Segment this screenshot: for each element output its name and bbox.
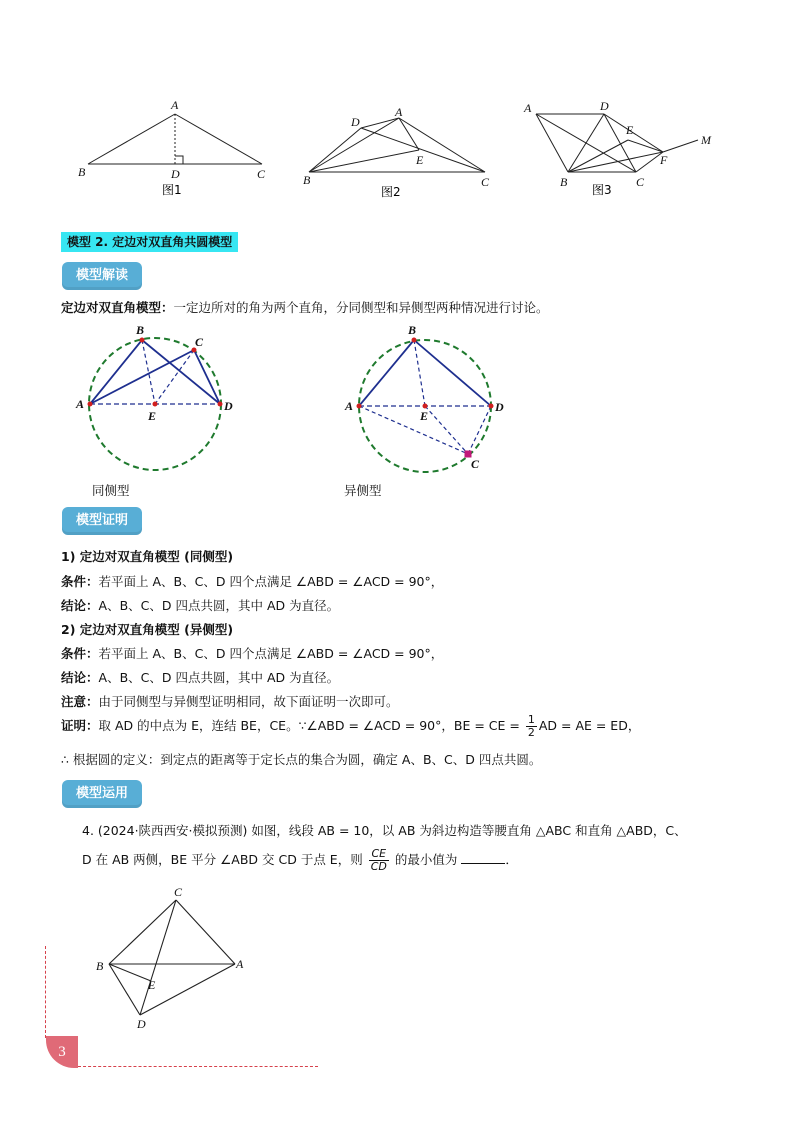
fig3-label-f: F (660, 153, 668, 167)
proof-conclusion-1 (61, 597, 339, 615)
proof-heading-opposite-side: 2) 定边对双直角模型 (异侧型) (61, 622, 234, 637)
conclusion-label: 结论： (61, 598, 99, 613)
opposite-side-label-b: B (408, 323, 417, 337)
condition-text: 若平面上 A、B、C、D 四个点满足 ∠ABD = ∠ACD = 90°， (98, 646, 444, 661)
circle-figure-same-side (66, 322, 246, 482)
condition-text: 若平面上 A、B、C、D 四个点满足 ∠ABD = ∠ACD = 90°， (98, 574, 444, 589)
same-side-label-a: A (76, 397, 85, 411)
section-title: 模型 2. 定边对双直角共圆模型 (61, 232, 238, 252)
fraction-denominator: 2 (527, 726, 535, 739)
conclusion-text: A、B、C、D 四点共圆，其中 AD 为直径。 (98, 670, 340, 685)
proof-condition-2 (61, 645, 443, 663)
fig3-caption: 图3 (592, 183, 612, 197)
conclusion-label: 结论： (61, 670, 99, 685)
page-border-vertical (45, 946, 46, 1038)
same-side-label-e: E (148, 409, 157, 423)
proof-body (61, 714, 640, 739)
fig1-label-b: B (78, 165, 86, 179)
caption-opposite-side: 异侧型 (344, 483, 382, 498)
answer-blank[interactable] (461, 851, 505, 864)
opposite-side-label-d: D (495, 400, 504, 414)
fig3-label-e: E (626, 123, 634, 137)
fraction-ce-cd (369, 848, 389, 873)
fig3-label-b: B (560, 175, 568, 189)
problem-line-2 (82, 848, 518, 873)
page-number: 3 (46, 1036, 78, 1068)
intro-line (61, 299, 549, 317)
figure-1 (70, 96, 280, 206)
fig2-label-e: E (416, 153, 424, 167)
pill-model-proof: 模型证明 (62, 507, 142, 535)
fig2-label-a: A (395, 105, 403, 119)
fig3-label-d: D (600, 99, 609, 113)
fig3-label-m: M (701, 133, 711, 147)
fraction-one-half (526, 714, 537, 739)
proof-conclusion-2 (61, 669, 339, 687)
fraction-numerator: CE (369, 848, 389, 861)
problem-text-a: D 在 AB 两侧，BE 平分 ∠ABD 交 CD 于点 E，则 (82, 852, 363, 867)
note-label: 注意： (61, 694, 99, 709)
page-border-horizontal (78, 1066, 318, 1067)
fig3-label-a: A (524, 101, 532, 115)
problem-label-c: C (174, 885, 183, 899)
problem-line-1: 4. (2024·陕西西安·模拟预测) 如图，线段 AB = 10，以 AB 为斜边构造等腰直角 △ABC 和直角 △ABD，C、 (82, 823, 687, 838)
same-side-label-b: B (136, 323, 145, 337)
fig2-label-c: C (481, 175, 490, 189)
proof-therefore: ∴ 根据圆的定义：到定点的距离等于定长点的集合为圆，确定 A、B、C、D 四点共圆。 (61, 752, 542, 767)
fraction-denominator: CD (370, 860, 387, 873)
intro-text: 一定边所对的角为两个直角，分同侧型和异侧型两种情况进行讨论。 (173, 300, 549, 315)
fig1-label-c: C (257, 167, 266, 181)
problem-end: ． (505, 852, 518, 867)
figure-3 (518, 96, 728, 206)
caption-same-side: 同侧型 (92, 483, 130, 498)
condition-label: 条件： (61, 574, 99, 589)
intro-bold: 定边对双直角模型： (61, 300, 174, 315)
fig3-label-c: C (636, 175, 645, 189)
fig1-caption: 图1 (162, 183, 182, 197)
same-side-label-d: D (224, 399, 233, 413)
proof-heading-same-side: 1) 定边对双直角模型 (同侧型) (61, 549, 234, 564)
fig2-label-b: B (303, 173, 311, 187)
problem-label-b: B (96, 959, 104, 973)
fig1-label-d: D (171, 167, 180, 181)
note-text: 由于同侧型与异侧型证明相同，故下面证明一次即可。 (98, 694, 399, 709)
problem-label-d: D (137, 1017, 146, 1031)
fig2-caption: 图2 (381, 185, 401, 199)
proof-note (61, 693, 399, 711)
opposite-side-label-a: A (345, 399, 354, 413)
opposite-side-label-e: E (420, 409, 429, 423)
conclusion-text: A、B、C、D 四点共圆，其中 AD 为直径。 (98, 598, 340, 613)
fig1-label-a: A (171, 98, 179, 112)
problem-text-b: 的最小值为 (394, 852, 458, 867)
pill-model-interpretation: 模型解读 (62, 262, 142, 290)
figure-2 (295, 100, 505, 200)
pill-model-application: 模型运用 (62, 780, 142, 808)
proof-text-a: 取 AD 的中点为 E，连结 BE，CE。∵∠ABD = ∠ACD = 90°，BE = CE = (98, 718, 520, 733)
problem-label-e: E (148, 978, 156, 992)
problem-figure (88, 882, 268, 1034)
fraction-numerator: 1 (527, 713, 535, 726)
opposite-side-label-c: C (471, 457, 480, 471)
same-side-label-c: C (195, 335, 204, 349)
fig2-label-d: D (351, 115, 360, 129)
circle-figure-opposite-side (340, 322, 520, 482)
condition-label: 条件： (61, 646, 99, 661)
problem-label-a: A (236, 957, 244, 971)
proof-label: 证明： (61, 718, 99, 733)
proof-condition-1 (61, 573, 443, 591)
proof-text-b: AD = AE = ED， (538, 718, 641, 733)
